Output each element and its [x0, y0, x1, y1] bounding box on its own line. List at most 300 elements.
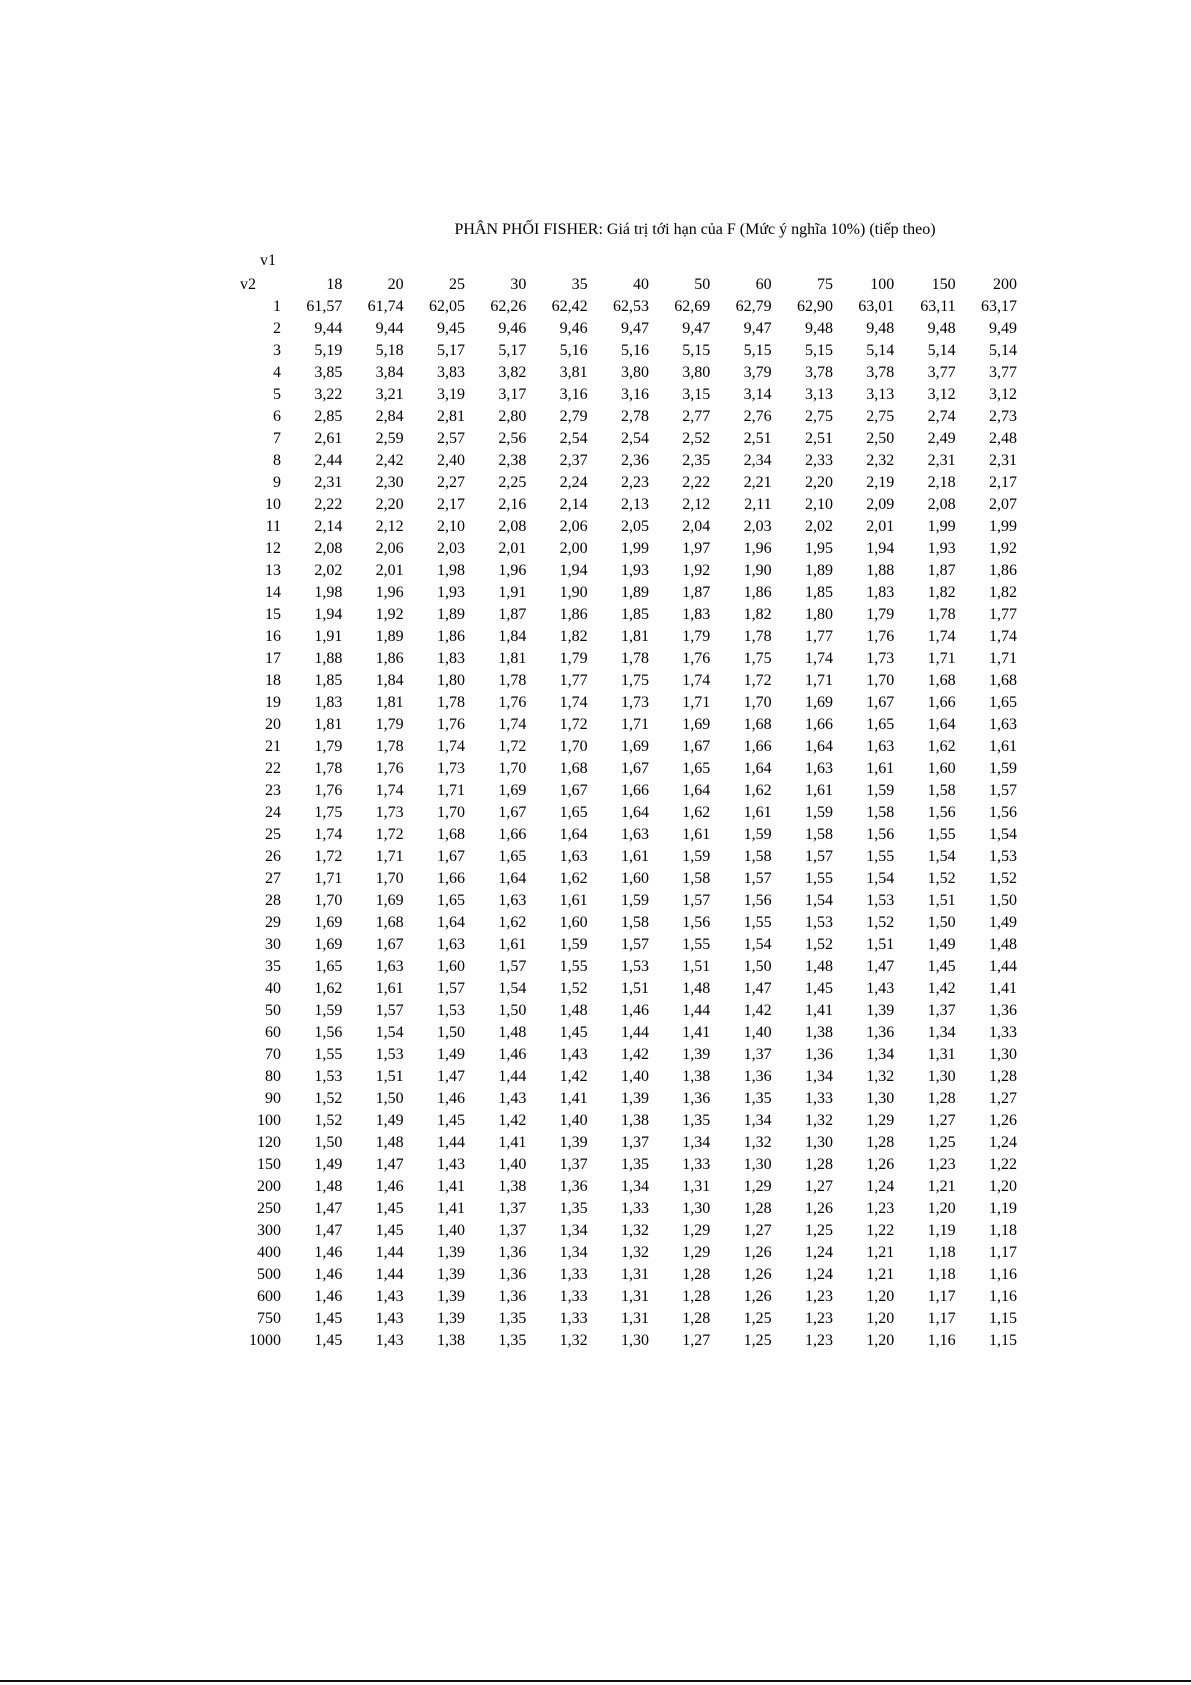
table-cell: 1,40 [743, 1024, 772, 1041]
table-cell: 1,86 [743, 584, 772, 601]
table-cell: 1,31 [620, 1310, 649, 1327]
table-cell: 1,62 [498, 914, 527, 931]
table-cell: 1,69 [804, 694, 833, 711]
table-cell: 1,30 [866, 1090, 895, 1107]
table-cell: 2,79 [559, 408, 588, 425]
row-label: 1 [273, 298, 281, 315]
table-cell: 1,74 [682, 672, 711, 689]
table-row [240, 604, 1018, 626]
table-cell: 1,27 [989, 1090, 1017, 1107]
table-cell: 9,47 [743, 320, 772, 337]
table-cell: 1,34 [927, 1024, 956, 1041]
table-cell: 1,76 [436, 716, 465, 733]
table-cell: 1,34 [804, 1068, 833, 1085]
table-row [240, 428, 1018, 450]
table-cell: 1,98 [314, 584, 343, 601]
table-cell: 1,99 [927, 518, 956, 535]
table-cell: 1,30 [989, 1046, 1017, 1063]
table-cell: 1,33 [559, 1266, 588, 1283]
table-cell: 3,81 [559, 364, 588, 381]
table-cell: 1,50 [314, 1134, 343, 1151]
table-cell: 1,74 [498, 716, 527, 733]
table-cell: 1,65 [314, 958, 343, 975]
table-cell: 1,93 [927, 540, 956, 557]
table-cell: 2,16 [498, 496, 527, 513]
table-cell: 1,60 [927, 760, 956, 777]
row-label: 1000 [249, 1332, 281, 1349]
table-cell: 1,76 [682, 650, 711, 667]
table-cell: 1,43 [375, 1310, 404, 1327]
table-cell: 1,37 [620, 1134, 649, 1151]
table-cell: 1,52 [989, 870, 1017, 887]
table-cell: 1,65 [682, 760, 711, 777]
table-cell: 1,30 [927, 1068, 956, 1085]
table-cell: 2,22 [314, 496, 343, 513]
table-cell: 9,44 [375, 320, 404, 337]
table-cell: 1,69 [498, 782, 527, 799]
table-cell: 5,15 [743, 342, 772, 359]
table-cell: 2,30 [375, 474, 404, 491]
table-cell: 1,39 [559, 1134, 588, 1151]
table-cell: 1,92 [682, 562, 711, 579]
row-label: 25 [265, 826, 281, 843]
table-cell: 1,63 [498, 892, 527, 909]
table-cell: 2,20 [804, 474, 833, 491]
row-label: 24 [265, 804, 281, 821]
table-cell: 1,71 [375, 848, 404, 865]
table-cell: 1,90 [559, 584, 588, 601]
table-cell: 1,99 [989, 518, 1017, 535]
table-cell: 1,41 [436, 1178, 465, 1195]
table-cell: 1,23 [804, 1332, 833, 1349]
table-cell: 1,40 [436, 1222, 465, 1239]
table-cell: 62,26 [490, 298, 527, 315]
table-cell: 1,68 [989, 672, 1017, 689]
table-cell: 2,81 [436, 408, 465, 425]
table-cell: 2,08 [927, 496, 956, 513]
table-cell: 1,48 [804, 958, 833, 975]
row-label: 10 [265, 496, 281, 513]
table-cell: 5,14 [927, 342, 956, 359]
table-cell: 5,15 [804, 342, 833, 359]
table-cell: 1,90 [743, 562, 772, 579]
table-cell: 1,25 [804, 1222, 833, 1239]
table-cell: 1,73 [436, 760, 465, 777]
table-cell: 1,31 [927, 1046, 956, 1063]
table-cell: 1,77 [559, 672, 588, 689]
table-cell: 1,61 [559, 892, 588, 909]
table-cell: 1,18 [927, 1266, 956, 1283]
table-cell: 1,43 [559, 1046, 588, 1063]
table-cell: 1,55 [927, 826, 956, 843]
table-cell: 1,38 [436, 1332, 465, 1349]
table-cell: 1,88 [866, 562, 895, 579]
table-cell: 63,01 [858, 298, 895, 315]
table-cell: 1,63 [804, 760, 833, 777]
table-cell: 1,53 [314, 1068, 343, 1085]
table-cell: 1,15 [989, 1332, 1017, 1349]
table-row [240, 648, 1018, 670]
table-cell: 1,96 [375, 584, 404, 601]
table-cell: 1,87 [498, 606, 527, 623]
table-cell: 1,72 [375, 826, 404, 843]
table-cell: 1,62 [559, 870, 588, 887]
table-cell: 5,16 [559, 342, 588, 359]
table-cell: 1,71 [436, 782, 465, 799]
table-cell: 1,54 [743, 936, 772, 953]
table-cell: 1,39 [436, 1266, 465, 1283]
table-row [240, 1330, 1018, 1352]
table-cell: 2,02 [804, 518, 833, 535]
table-row [240, 1088, 1018, 1110]
table-cell: 1,48 [314, 1178, 343, 1195]
table-cell: 3,22 [314, 386, 343, 403]
column-header: 18 [326, 276, 343, 293]
table-cell: 1,75 [743, 650, 772, 667]
row-label: 50 [265, 1002, 281, 1019]
table-cell: 1,69 [375, 892, 404, 909]
table-cell: 1,65 [559, 804, 588, 821]
table-cell: 1,64 [743, 760, 772, 777]
table-cell: 1,38 [498, 1178, 527, 1195]
table-cell: 1,57 [989, 782, 1017, 799]
table-cell: 2,19 [866, 474, 895, 491]
table-cell: 1,44 [989, 958, 1017, 975]
table-cell: 3,15 [682, 386, 711, 403]
row-label: 27 [265, 870, 281, 887]
table-cell: 1,58 [682, 870, 711, 887]
table-cell: 2,00 [559, 540, 588, 557]
table-cell: 1,36 [498, 1288, 527, 1305]
table-cell: 1,24 [804, 1266, 833, 1283]
table-cell: 1,31 [620, 1288, 649, 1305]
table-cell: 2,31 [989, 452, 1017, 469]
table-cell: 1,45 [314, 1310, 343, 1327]
table-cell: 2,74 [927, 408, 956, 425]
table-cell: 9,45 [436, 320, 465, 337]
table-cell: 1,65 [989, 694, 1017, 711]
table-cell: 1,49 [927, 936, 956, 953]
table-row [240, 1154, 1018, 1176]
table-cell: 1,29 [682, 1222, 711, 1239]
table-cell: 1,38 [682, 1068, 711, 1085]
table-row [240, 868, 1018, 890]
table-cell: 2,44 [314, 452, 343, 469]
table-row [240, 340, 1018, 362]
table-cell: 1,68 [436, 826, 465, 843]
table-row [240, 1044, 1018, 1066]
column-header: 50 [694, 276, 711, 293]
table-cell: 1,62 [743, 782, 772, 799]
table-cell: 1,50 [375, 1090, 404, 1107]
table-cell: 1,61 [620, 848, 649, 865]
table-row [240, 736, 1018, 758]
table-cell: 1,76 [498, 694, 527, 711]
table-cell: 2,57 [436, 430, 465, 447]
table-cell: 1,98 [436, 562, 465, 579]
table-cell: 1,89 [804, 562, 833, 579]
table-cell: 1,23 [927, 1156, 956, 1173]
table-cell: 1,94 [314, 606, 343, 623]
table-cell: 1,85 [620, 606, 649, 623]
table-cell: 1,51 [682, 958, 711, 975]
row-label: 120 [257, 1134, 281, 1151]
table-cell: 1,33 [559, 1288, 588, 1305]
table-cell: 1,36 [682, 1090, 711, 1107]
table-cell: 9,48 [866, 320, 895, 337]
row-label: 13 [265, 562, 281, 579]
table-cell: 1,83 [314, 694, 343, 711]
row-label: 80 [265, 1068, 281, 1085]
table-cell: 2,06 [559, 518, 588, 535]
table-cell: 1,46 [314, 1266, 343, 1283]
table-cell: 1,54 [804, 892, 833, 909]
table-cell: 1,30 [682, 1200, 711, 1217]
table-cell: 1,50 [927, 914, 956, 931]
table-cell: 1,45 [375, 1222, 404, 1239]
table-cell: 1,27 [804, 1178, 833, 1195]
table-cell: 1,52 [804, 936, 833, 953]
table-cell: 1,28 [743, 1200, 772, 1217]
row-label: 100 [257, 1112, 281, 1129]
row-label: 26 [265, 848, 281, 865]
table-cell: 1,39 [436, 1288, 465, 1305]
table-cell: 1,28 [804, 1156, 833, 1173]
table-cell: 1,33 [989, 1024, 1017, 1041]
table-cell: 2,12 [682, 496, 711, 513]
table-cell: 1,19 [989, 1200, 1017, 1217]
table-cell: 1,32 [620, 1222, 649, 1239]
table-cell: 2,73 [989, 408, 1017, 425]
table-cell: 1,72 [498, 738, 527, 755]
table-cell: 2,01 [498, 540, 527, 557]
table-cell: 1,73 [866, 650, 895, 667]
table-cell: 1,62 [927, 738, 956, 755]
table-cell: 2,80 [498, 408, 527, 425]
table-cell: 1,67 [620, 760, 649, 777]
table-cell: 1,63 [866, 738, 895, 755]
table-cell: 1,83 [866, 584, 895, 601]
table-cell: 1,83 [682, 606, 711, 623]
table-cell: 1,36 [989, 1002, 1017, 1019]
table-row [240, 1286, 1018, 1308]
table-cell: 1,18 [927, 1244, 956, 1261]
table-cell: 1,59 [743, 826, 772, 843]
row-label: 9 [273, 474, 281, 491]
table-cell: 2,09 [866, 496, 895, 513]
v2-axis-label: v2 [240, 276, 256, 293]
table-cell: 1,33 [682, 1156, 711, 1173]
table-cell: 1,69 [682, 716, 711, 733]
table-cell: 1,50 [989, 892, 1017, 909]
table-cell: 1,25 [743, 1332, 772, 1349]
row-label: 2 [273, 320, 281, 337]
table-cell: 1,60 [559, 914, 588, 931]
table-cell: 2,21 [743, 474, 772, 491]
table-cell: 1,34 [866, 1046, 895, 1063]
table-cell: 1,85 [314, 672, 343, 689]
table-cell: 1,43 [866, 980, 895, 997]
table-cell: 2,10 [804, 496, 833, 513]
table-cell: 1,62 [314, 980, 343, 997]
table-cell: 1,63 [620, 826, 649, 843]
table-cell: 1,54 [498, 980, 527, 997]
table-row [240, 560, 1018, 582]
table-cell: 1,78 [314, 760, 343, 777]
row-label: 30 [265, 936, 281, 953]
table-cell: 1,81 [498, 650, 527, 667]
table-cell: 1,81 [620, 628, 649, 645]
table-cell: 1,46 [314, 1244, 343, 1261]
table-cell: 1,58 [927, 782, 956, 799]
table-cell: 3,80 [620, 364, 649, 381]
table-cell: 1,34 [620, 1178, 649, 1195]
table-cell: 1,55 [314, 1046, 343, 1063]
row-label: 18 [265, 672, 281, 689]
table-cell: 2,12 [375, 518, 404, 535]
table-cell: 1,17 [989, 1244, 1017, 1261]
table-cell: 2,37 [559, 452, 588, 469]
table-cell: 1,27 [927, 1112, 956, 1129]
table-cell: 1,20 [866, 1332, 895, 1349]
table-cell: 63,11 [920, 298, 956, 315]
table-cell: 5,17 [498, 342, 527, 359]
table-cell: 3,13 [804, 386, 833, 403]
table-cell: 1,77 [804, 628, 833, 645]
table-cell: 1,53 [375, 1046, 404, 1063]
table-cell: 3,12 [927, 386, 956, 403]
table-cell: 1,62 [682, 804, 711, 821]
table-cell: 1,70 [866, 672, 895, 689]
table-cell: 1,43 [375, 1288, 404, 1305]
table-cell: 3,12 [989, 386, 1017, 403]
table-cell: 1,41 [498, 1134, 527, 1151]
table-cell: 1,72 [743, 672, 772, 689]
column-header: 75 [816, 276, 833, 293]
row-label: 7 [273, 430, 281, 447]
table-cell: 2,01 [375, 562, 404, 579]
table-cell: 1,44 [682, 1002, 711, 1019]
table-cell: 2,11 [744, 496, 772, 513]
table-cell: 62,90 [796, 298, 833, 315]
table-cell: 1,41 [682, 1024, 711, 1041]
table-cell: 2,10 [436, 518, 465, 535]
table-cell: 1,80 [436, 672, 465, 689]
table-cell: 1,76 [866, 628, 895, 645]
table-cell: 1,71 [927, 650, 956, 667]
table-cell: 1,35 [559, 1200, 588, 1217]
table-cell: 5,19 [314, 342, 343, 359]
table-cell: 1,22 [866, 1222, 895, 1239]
table-cell: 1,21 [927, 1178, 956, 1195]
table-row [240, 494, 1018, 516]
table-row [240, 670, 1018, 692]
table-cell: 1,39 [620, 1090, 649, 1107]
table-cell: 1,47 [866, 958, 895, 975]
table-cell: 2,35 [682, 452, 711, 469]
table-cell: 2,07 [989, 496, 1017, 513]
table-cell: 1,33 [559, 1310, 588, 1327]
table-cell: 2,84 [375, 408, 404, 425]
table-cell: 1,67 [436, 848, 465, 865]
row-label: 17 [265, 650, 281, 667]
table-cell: 1,28 [682, 1310, 711, 1327]
table-cell: 1,57 [436, 980, 465, 997]
table-cell: 5,16 [620, 342, 649, 359]
table-cell: 1,35 [682, 1112, 711, 1129]
table-cell: 1,35 [498, 1310, 527, 1327]
table-cell: 1,65 [436, 892, 465, 909]
table-row [240, 934, 1018, 956]
table-cell: 1,19 [927, 1222, 956, 1239]
table-cell: 1,37 [743, 1046, 772, 1063]
table-row [240, 824, 1018, 846]
table-cell: 1,56 [927, 804, 956, 821]
table-cell: 2,24 [559, 474, 588, 491]
table-cell: 1,83 [436, 650, 465, 667]
table-cell: 1,92 [375, 606, 404, 623]
row-label: 6 [273, 408, 281, 425]
table-cell: 1,26 [743, 1288, 772, 1305]
row-label: 60 [265, 1024, 281, 1041]
table-cell: 1,31 [682, 1178, 711, 1195]
table-cell: 1,86 [989, 562, 1017, 579]
row-label: 5 [273, 386, 281, 403]
table-cell: 2,14 [559, 496, 588, 513]
table-cell: 1,61 [866, 760, 895, 777]
table-cell: 3,78 [866, 364, 895, 381]
column-header: 100 [870, 276, 895, 293]
table-cell: 2,54 [559, 430, 588, 447]
table-cell: 1,72 [314, 848, 343, 865]
table-cell: 2,76 [743, 408, 772, 425]
table-cell: 1,51 [866, 936, 895, 953]
row-label: 400 [257, 1244, 281, 1261]
table-cell: 1,87 [682, 584, 711, 601]
table-cell: 1,64 [498, 870, 527, 887]
table-cell: 1,47 [314, 1200, 343, 1217]
table-row [240, 384, 1018, 406]
table-cell: 1,94 [559, 562, 588, 579]
table-cell: 1,58 [804, 826, 833, 843]
table-cell: 1,37 [927, 1002, 956, 1019]
table-cell: 1,15 [989, 1310, 1017, 1327]
table-cell: 1,55 [682, 936, 711, 953]
table-cell: 1,47 [314, 1222, 343, 1239]
table-cell: 1,66 [743, 738, 772, 755]
table-cell: 1,70 [314, 892, 343, 909]
table-cell: 1,46 [436, 1090, 465, 1107]
table-body [240, 296, 1018, 1352]
table-cell: 2,49 [927, 430, 956, 447]
table-cell: 1,66 [927, 694, 956, 711]
table-cell: 1,69 [314, 914, 343, 931]
table-cell: 1,67 [559, 782, 588, 799]
table-row [240, 538, 1018, 560]
table-cell: 1,64 [927, 716, 956, 733]
table-cell: 1,44 [498, 1068, 527, 1085]
row-label: 300 [257, 1222, 281, 1239]
table-cell: 1,40 [498, 1156, 527, 1173]
table-cell: 1,57 [620, 936, 649, 953]
row-label: 28 [265, 892, 281, 909]
table-cell: 2,77 [682, 408, 711, 425]
table-cell: 62,79 [735, 298, 772, 315]
table-cell: 3,84 [375, 364, 404, 381]
table-cell: 1,66 [436, 870, 465, 887]
table-cell: 1,21 [866, 1266, 895, 1283]
table-cell: 1,89 [436, 606, 465, 623]
